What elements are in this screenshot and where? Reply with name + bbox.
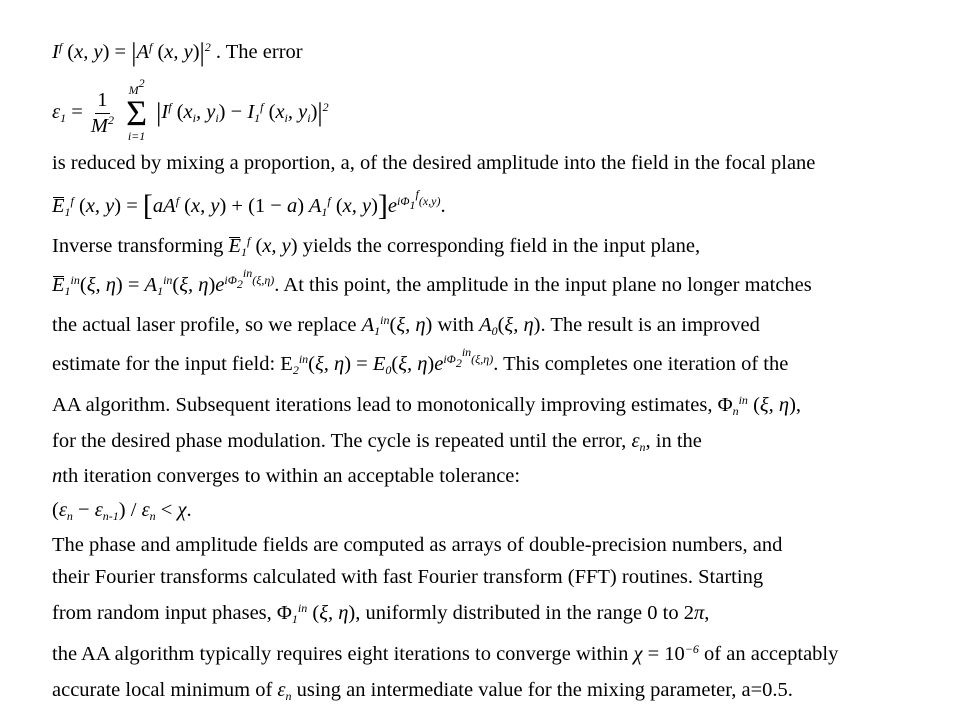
line-17-text-b: using an intermediate value for the mixing parameter, a=0.5. [296,679,793,701]
line-15: from random input phases, $\Phi_1^{in}$ (ξ, η), uniformly distributed in the range 0 to 2π, [52,600,710,627]
line-8-text-b: . This completes one iteration of the [493,353,789,375]
line-12 [52,499,192,524]
intensity-equation: $I^f$ (x, $y) = |A^f$ (x, $y)|^2$ [52,38,211,67]
line-17-text-a: accurate local minimum of [52,679,273,701]
line-8 [52,344,789,378]
inline-field-symbol: $E_1^f$ (x, y) [228,233,298,260]
line-3 [52,153,815,174]
convergence-threshold: $\chi = 10^{-6}$ [633,641,699,665]
line-2 [52,75,329,144]
line-13 [52,535,782,556]
line-14-text: their Fourier transforms calculated with fast Fourier transform (FFT) routines. Starting [52,566,764,588]
line-13-text: The phase and amplitude fields are computed as arrays of double-precision numbers, and [52,534,783,556]
line-16-text-a: the AA algorithm typically requires eight iterations to converge within [52,643,629,665]
inline-amplitude-a1: $A_1^{in}(\xi$, η) [361,312,433,339]
line-5-text-b: yields the corresponding field in the input plane, [302,235,701,257]
line-6 [52,265,812,299]
line-16-text-b: of an acceptably [704,643,839,665]
line-9: AA algorithm. Subsequent iterations lead to monotonically improving estimates, $\Phi_n^{in}$ (ξ, η), [52,392,802,419]
line-1-text: . The error [215,41,303,63]
line-17 [52,679,793,704]
line-14 [52,567,763,588]
line-6-text: . At this point, the amplitude in the input plane no longer matches [274,274,812,296]
mixed-field-equation: $E_1^f$ (x, $y) = [aA^f$ (x, y) + (1 − a) $A_1^f$ (x, $y)]e^{i\Phi_1^f(x,y)}$ [52,186,441,222]
inline-phase-1: $\Phi_1^{in}$ (ξ, η) [276,600,356,627]
line-5-text-a: Inverse transforming [52,235,224,257]
inline-error-n: $\varepsilon_n$ [631,430,646,455]
input-field-equation: $E_1^{in}(\xi$, $\eta) = A_1^{in}(\xi$, $\eta)e^{i\Phi_2^{in}(\xi,\eta)}$ [52,265,275,299]
line-4-text: . [440,195,446,217]
tolerance-inequality: $(\varepsilon_n - \varepsilon_{n-1}) / \varepsilon_n < \chi$. [52,499,192,524]
line-7-text-c: . The result is an improved [540,314,760,336]
inline-phase-n: $\Phi_n^{in}$ (ξ, η) [717,392,796,419]
line-11: nth iteration converges to within an acceptable tolerance: [52,465,521,487]
line-10-text-a: for the desired phase modulation. The cycle is repeated until the error, [52,430,627,452]
line-1 [52,40,303,66]
line-3-text: is reduced by mixing a proportion, a, of the desired amplitude into the field in the focal plane [52,152,816,174]
line-7 [52,312,760,339]
line-10-text-b: , in the [645,430,702,452]
line-15-text-a: from random input phases, [52,602,272,624]
fraction: $\frac{1}{M^2}$ [90,89,114,137]
line-15-text-b: , uniformly distributed in the range 0 to 2 [355,602,694,624]
inline-error-n-2: $\varepsilon_n$ [277,679,292,704]
inline-amplitude-a0: $A_0(\xi$, η) [479,314,541,339]
line-10 [52,430,702,455]
line-8-text-a: estimate for the input field: [52,353,276,375]
line-16 [52,641,839,665]
input-estimate-equation: $E_2^{in}(\xi$, $\eta) = E_0(\xi$, $\eta)e^{i\Phi_2^{in}(\xi,\eta)}$ [280,344,494,378]
line-4 [52,186,446,222]
line-9-text: AA algorithm. Subsequent iterations lead to monotonically improving estimates, [52,394,713,416]
line-11-text: th iteration converges to within an acceptable tolerance: [62,465,521,487]
line-5 [52,233,701,260]
line-7-text-b: with [437,314,474,336]
line-7-text-a: the actual laser profile, so we replace [52,314,357,336]
summation: $M^2$ Σ i=1 [126,75,148,144]
error-equation: $\varepsilon_1$ = $\frac{1}{M^2}$ $M^2$ Σ i=1 $|I^f$ ($x_i$, $y_i) - I_1^f$ ($x_i$, $y_i)|^2$ [52,75,329,144]
